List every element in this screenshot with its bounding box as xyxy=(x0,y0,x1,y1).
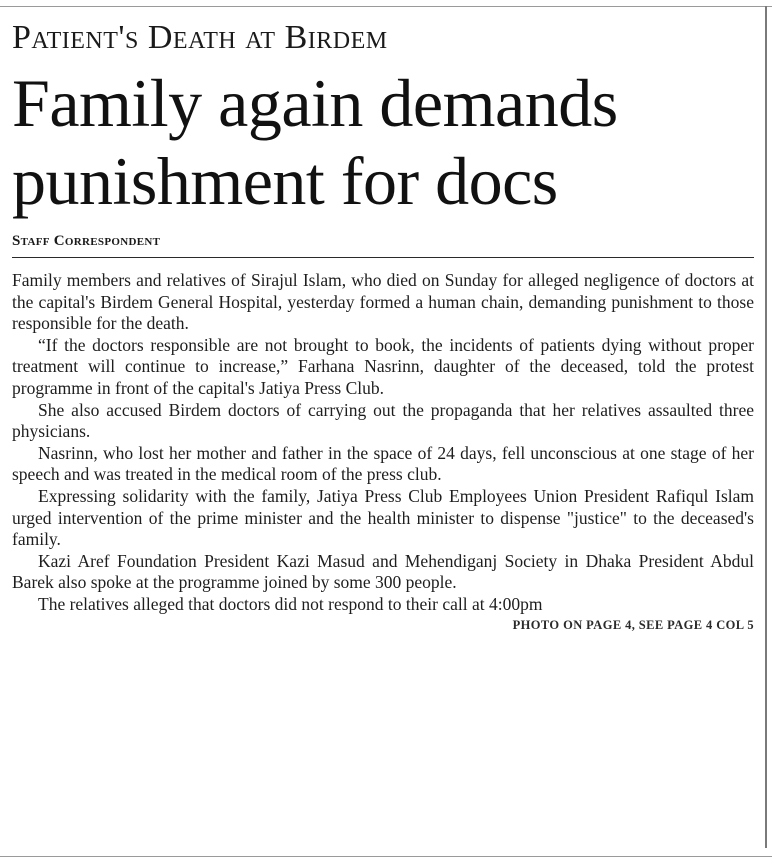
article-paragraph: Expressing solidarity with the family, Jatiya Press Club Employees Union President Rafiqul Islam urged intervention of the prime minister and the health minister to dispense "justice" to the deceased's family. xyxy=(12,485,754,550)
article-paragraph: Nasrinn, who lost her mother and father in the space of 24 days, fell unconscious at one stage of her speech and was treated in the medical room of the press club. xyxy=(12,442,754,485)
bottom-rule xyxy=(0,856,772,857)
article-kicker: Patient's Death at Birdem xyxy=(12,19,388,56)
article-paragraph: She also accused Birdem doctors of carrying out the propaganda that her relatives assaulted three physicians. xyxy=(12,399,754,442)
article-paragraph: Kazi Aref Foundation President Kazi Masud and Mehendiganj Society in Dhaka President Abdul Barek also spoke at the programme joined by some 300 people. xyxy=(12,550,754,593)
article-byline: Staff Correspondent xyxy=(12,233,161,249)
article-paragraph: The relatives alleged that doctors did not respond to their call at 4:00pm xyxy=(38,593,543,614)
article-body xyxy=(12,270,754,616)
continuation-note: PHOTO ON PAGE 4, SEE PAGE 4 COL 5 xyxy=(512,617,754,632)
byline-divider xyxy=(12,257,754,258)
top-rule xyxy=(0,6,772,7)
right-rule xyxy=(765,6,767,848)
article-paragraph: Family members and relatives of Sirajul Islam, who died on Sunday for alleged negligence of doctors at the capital's Birdem General Hospital, yesterday formed a human chain, demanding punishment to those responsible for the death. xyxy=(12,270,754,334)
article-paragraph: “If the doctors responsible are not brought to book, the incidents of patients dying without proper treatment will continue to increase,” Farhana Nasrinn, daughter of the deceased, told the protest programme in front of the capital's Jatiya Press Club. xyxy=(12,334,754,398)
news-article xyxy=(12,18,754,633)
article-headline: Family again demands punishment for docs xyxy=(12,65,618,219)
